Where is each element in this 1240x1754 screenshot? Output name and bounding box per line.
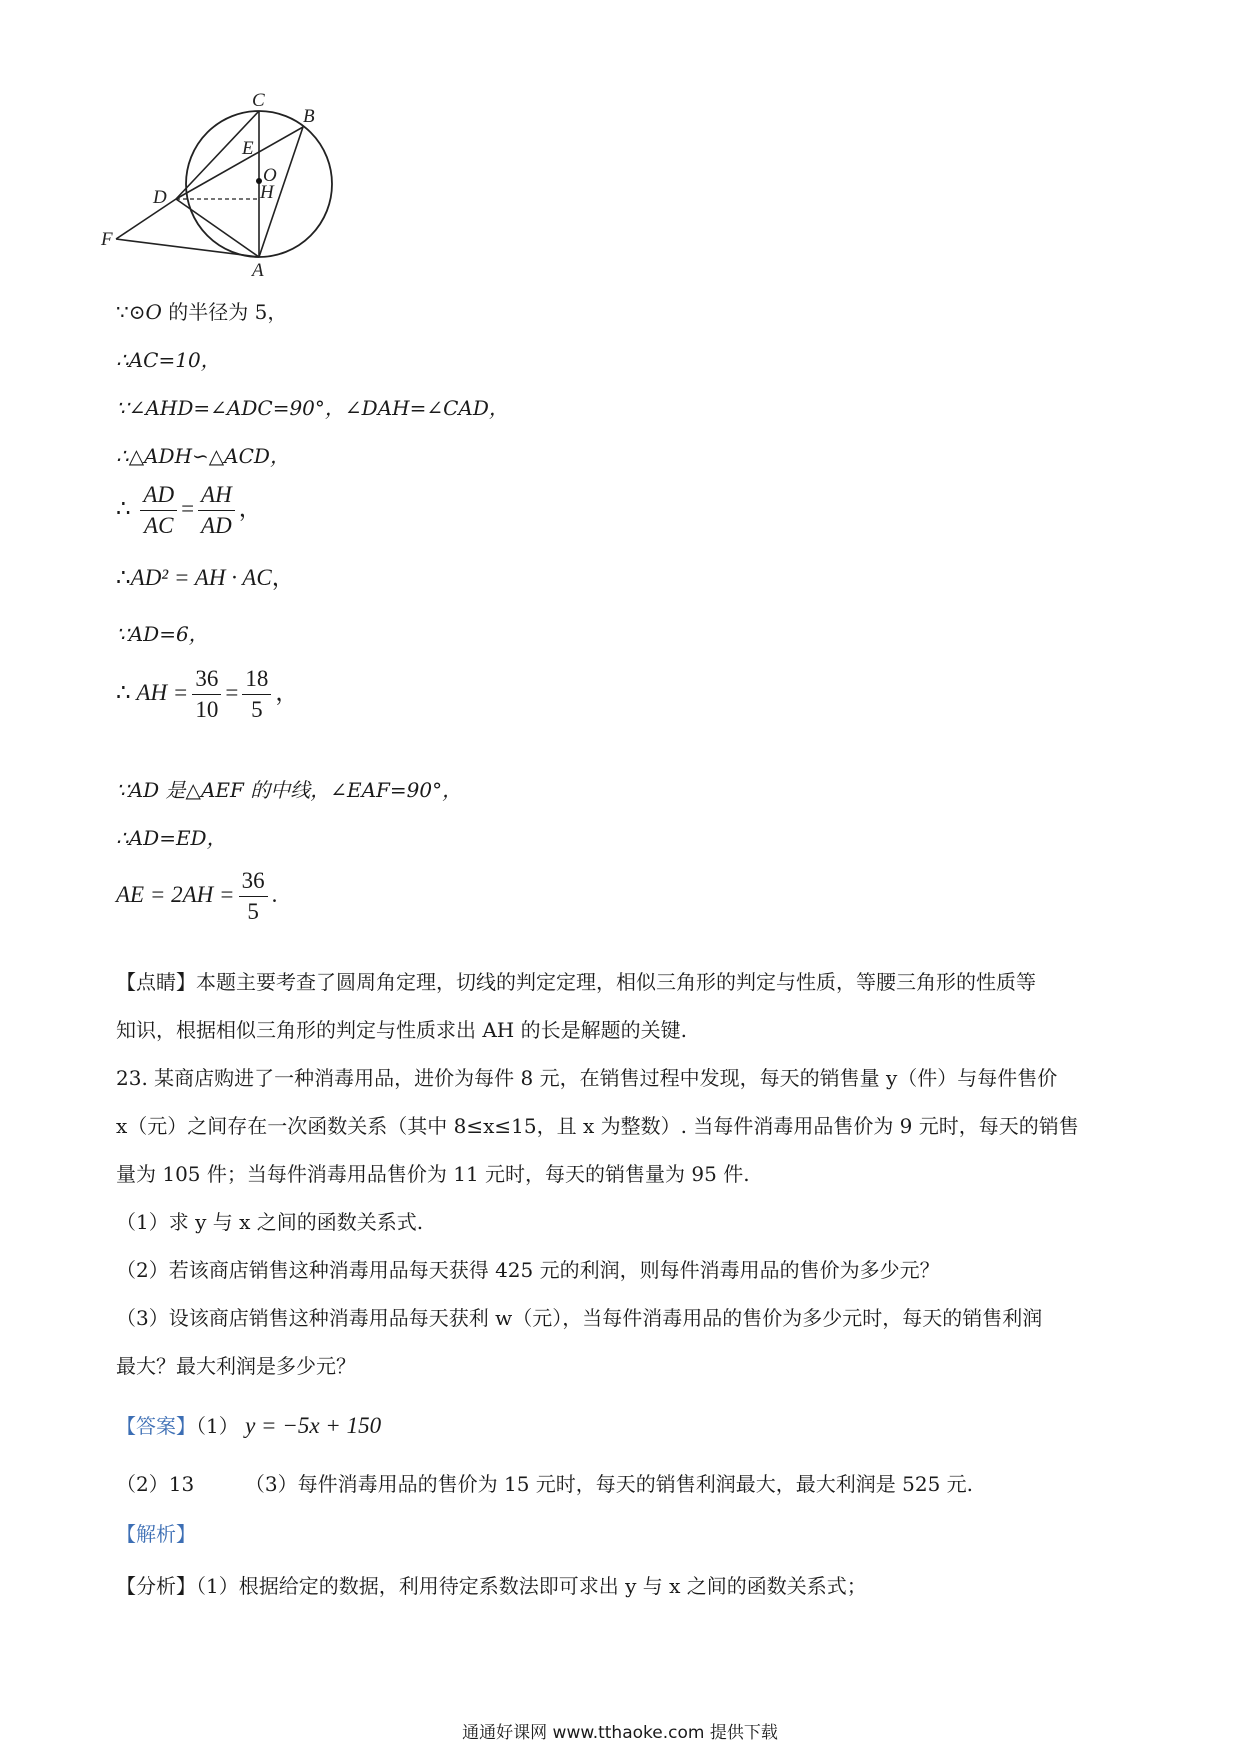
math-expression: AE = 2AH = [116, 881, 235, 907]
math-expression: AH = [136, 679, 189, 705]
analysis-line: 【分析】（1）根据给定的数据，利用待定系数法即可求出 y 与 x 之间的函数关系式； [116, 1574, 867, 1598]
proof-line-ad-ed: ∴AD=ED， [116, 826, 227, 850]
math-expression: AD² = AH · AC [130, 565, 272, 590]
fraction-denominator: 5 [247, 899, 259, 924]
proof-text: ， [271, 565, 295, 590]
proof-line-ac: ∴AC=10， [116, 348, 221, 372]
analysis-tag: 【解析】 [116, 1522, 196, 1546]
fraction-denominator: 10 [195, 697, 219, 722]
label-e: E [242, 138, 254, 159]
proof-line-ad: ∵AD=6， [116, 622, 209, 646]
problem-line-2: x（元）之间存在一次函数关系（其中 8≤x≤15，且 x 为整数）. 当每件消毒用品售价为 9 元时，每天的销售 [116, 1114, 1079, 1138]
question-3-line-1: （3）设该商店销售这种消毒用品每天获利 w（元），当每件消毒用品的售价为多少元时，每天的销售利润 [116, 1306, 1043, 1330]
problem-line-1: 23. 某商店购进了一种消毒用品，进价为每件 8 元，在销售过程中发现，每天的销售量 y（件）与每件售价 [116, 1066, 1058, 1090]
answer-part-2: （2）13 [116, 1472, 195, 1496]
fraction-numerator: AH [198, 480, 235, 511]
note-line-2: 知识，根据相似三角形的判定与性质求出 AH 的长是解题的关键. [116, 1018, 687, 1042]
proof-line-median: ∵AD 是△AEF 的中线，∠EAF=90°， [116, 778, 463, 802]
fraction-36-5 [239, 866, 268, 927]
fraction-numerator: AD [140, 480, 177, 511]
equals-sign: = [225, 679, 239, 705]
proof-line-radius [116, 298, 287, 326]
therefore-symbol: ∴ [116, 679, 131, 705]
geometry-figure [100, 92, 460, 282]
answer-tag: 【答案】 [116, 1414, 196, 1438]
therefore-symbol: ∴ [116, 495, 131, 521]
label-d: D [153, 187, 167, 208]
fraction-numerator: 18 [242, 664, 271, 695]
proof-line-ah [116, 664, 298, 725]
proof-var-o: O [145, 300, 162, 324]
proof-line-square [116, 564, 295, 592]
fraction-numerator: 36 [239, 866, 268, 897]
answer-line-2 [116, 1470, 973, 1498]
fraction-ad-ac [140, 480, 177, 541]
equals-sign: = [181, 495, 195, 521]
proof-line-similar: ∴△ADH∽△ACD， [116, 444, 290, 468]
proof-text: . [271, 881, 278, 907]
answer-part-3: （3）每件消毒用品的售价为 15 元时，每天的销售利润最大，最大利润是 525 元. [244, 1472, 974, 1496]
fraction-denominator: 5 [251, 697, 263, 722]
fraction-36-10 [192, 664, 221, 725]
proof-line-ae [116, 866, 277, 927]
proof-line-ratio [116, 480, 262, 541]
therefore-symbol: ∴ [116, 565, 131, 590]
proof-line-angles: ∵∠AHD=∠ADC=90°，∠DAH=∠CAD， [116, 396, 509, 420]
fraction-denominator: AD [201, 513, 232, 538]
proof-text: ∵⊙ [116, 300, 146, 324]
fraction-ah-ad [198, 480, 235, 541]
label-h: H [260, 182, 274, 203]
label-f: F [101, 229, 113, 250]
answer-part-label: （1） [196, 1414, 239, 1438]
question-2: （2）若该商店销售这种消毒用品每天获得 425 元的利润，则每件消毒用品的售价为多少元？ [116, 1258, 940, 1282]
label-a: A [252, 260, 264, 281]
proof-text: ， [275, 679, 299, 705]
question-1: （1）求 y 与 x 之间的函数关系式. [116, 1210, 424, 1234]
segment-fd [116, 199, 176, 239]
proof-text: ， [238, 495, 262, 521]
fraction-denominator: AC [144, 513, 174, 538]
fraction-18-5 [242, 664, 271, 725]
label-o: O [263, 165, 277, 186]
question-3-line-2: 最大？最大利润是多少元？ [116, 1354, 356, 1378]
note-line-1: 【点睛】本题主要考查了圆周角定理，切线的判定定理，相似三角形的判定与性质，等腰三角形的性质等 [116, 970, 1036, 994]
answer-formula: y = −5x + 150 [245, 1413, 382, 1438]
label-b: B [303, 106, 315, 127]
page-footer: 通通好课网 www.tthaoke.com 提供下载 [462, 1723, 778, 1743]
proof-text: 的半径为 5， [161, 300, 288, 324]
fraction-numerator: 36 [192, 664, 221, 695]
problem-line-3: 量为 105 件；当每件消毒用品售价为 11 元时，每天的销售量为 95 件. [116, 1162, 750, 1186]
answer-line-1 [116, 1412, 381, 1440]
label-c: C [252, 92, 265, 111]
segment-db [176, 127, 303, 199]
